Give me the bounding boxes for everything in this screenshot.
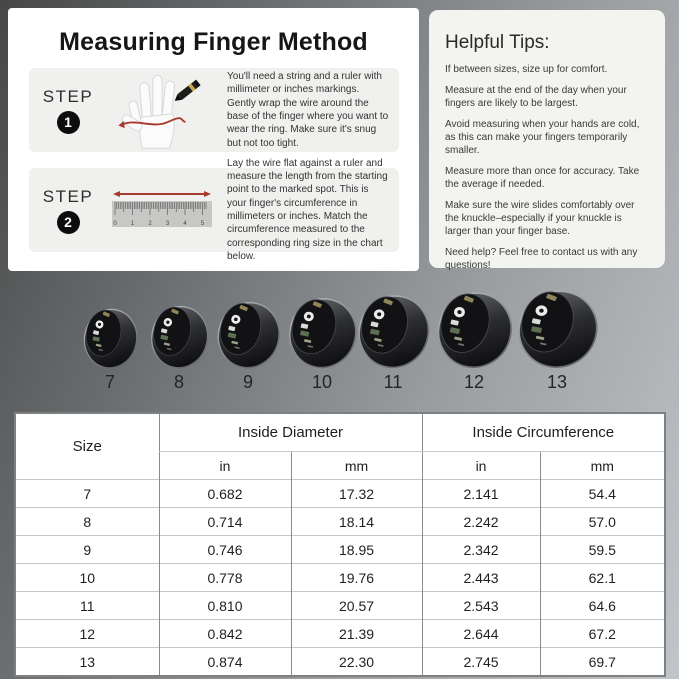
smart-ring-image <box>79 307 141 370</box>
smart-ring-image <box>352 293 434 370</box>
table-cell: 19.76 <box>291 564 422 592</box>
tip-item: Measure at the end of the day when your fingers are likely to be largest. <box>445 85 627 110</box>
table-cell: 10 <box>15 564 159 592</box>
rings-showcase <box>0 278 679 398</box>
col-header-diameter-in: in <box>159 452 291 480</box>
ring-size-label: 13 <box>546 372 568 392</box>
table-cell: 54.4 <box>540 480 665 508</box>
page-title: Measuring Finger Method <box>59 28 368 56</box>
ruler-icon <box>110 189 214 231</box>
ring-item <box>146 278 212 393</box>
hand-with-string-icon <box>110 70 214 150</box>
tip-item: Need help? Feel free to contact us with any questions! <box>445 247 638 272</box>
table-cell: 20.57 <box>291 592 422 620</box>
ruler-illustration <box>105 189 219 231</box>
table-cell: 69.7 <box>540 648 665 677</box>
size-chart-table <box>14 412 666 677</box>
step-2-number-badge: 2 <box>57 211 80 234</box>
step-2-label: STEP <box>42 186 94 206</box>
table-row <box>15 508 665 536</box>
ruler-number: 5 <box>200 221 205 227</box>
table-row <box>15 592 665 620</box>
table-cell: 64.6 <box>540 592 665 620</box>
tips-card <box>429 10 665 272</box>
step-2-id <box>39 187 97 234</box>
tip-item: Avoid measuring when your hands are cold, as this can make your fingers temporarily smaller. <box>445 119 640 156</box>
table-cell: 12 <box>15 620 159 648</box>
ring-size-label: 8 <box>173 372 184 392</box>
table-row <box>15 648 665 677</box>
col-header-inside-circumference: Inside Circumference <box>422 413 665 452</box>
table-cell: 17.32 <box>291 480 422 508</box>
table-cell: 2.141 <box>422 480 540 508</box>
table-cell: 0.682 <box>159 480 291 508</box>
ring-item <box>79 278 141 393</box>
table-cell: 2.745 <box>422 648 540 677</box>
table-cell: 2.342 <box>422 536 540 564</box>
ring-item <box>212 278 284 393</box>
table-cell: 11 <box>15 592 159 620</box>
table-row <box>15 620 665 648</box>
table-cell: 18.14 <box>291 508 422 536</box>
ring-item <box>283 278 361 393</box>
table-cell: 2.443 <box>422 564 540 592</box>
smart-ring-image <box>431 290 517 370</box>
method-card <box>8 8 419 271</box>
col-header-circumference-in: in <box>422 452 540 480</box>
tip-item: Measure more than once for accuracy. Take the average if needed. <box>445 166 640 191</box>
tip-item: If between sizes, size up for comfort. <box>445 64 608 75</box>
table-cell: 2.543 <box>422 592 540 620</box>
table-cell: 2.242 <box>422 508 540 536</box>
table-cell: 59.5 <box>540 536 665 564</box>
ring-item <box>352 278 434 393</box>
step-2-box <box>29 157 399 262</box>
col-header-inside-diameter: Inside Diameter <box>159 413 422 452</box>
table-cell: 0.746 <box>159 536 291 564</box>
tip-item: Make sure the wire slides comfortably over the knuckle–especially if your knuckle is larger than your finger base. <box>445 200 635 237</box>
step-1-box <box>29 68 399 152</box>
ruler-number: 3 <box>165 221 170 227</box>
col-header-circumference-mm: mm <box>540 452 665 480</box>
table-cell: 9 <box>15 536 159 564</box>
ring-size-label: 9 <box>242 372 253 392</box>
table-cell: 57.0 <box>540 508 665 536</box>
table-cell: 7 <box>15 480 159 508</box>
smart-ring-image <box>283 296 361 370</box>
table-cell: 0.810 <box>159 592 291 620</box>
ring-size-label: 12 <box>463 372 485 392</box>
tips-title: Helpful Tips: <box>445 32 550 53</box>
table-cell: 62.1 <box>540 564 665 592</box>
table-cell: 0.714 <box>159 508 291 536</box>
table-row <box>15 480 665 508</box>
table-row <box>15 536 665 564</box>
hand-illustration <box>105 70 219 150</box>
ring-size-label: 10 <box>311 372 333 392</box>
step-1-number-badge: 1 <box>57 111 80 134</box>
table-cell: 2.644 <box>422 620 540 648</box>
ring-size-label: 7 <box>104 372 115 392</box>
table-cell: 22.30 <box>291 648 422 677</box>
table-cell: 13 <box>15 648 159 677</box>
ring-item <box>511 278 603 393</box>
step-2-description: Lay the wire flat against a ruler and measure the length from the starting point to the marked spot. This is your finger's circumference in millimeters or inches. Match the circumference measured to the corresponding ring size in the chart below. <box>227 157 388 262</box>
col-header-size: Size <box>72 438 102 455</box>
col-header-diameter-mm: mm <box>291 452 422 480</box>
step-1-id <box>39 87 97 134</box>
table-cell: 8 <box>15 508 159 536</box>
ruler-number: 2 <box>148 221 152 227</box>
step-1-label: STEP <box>42 86 94 106</box>
table-cell: 67.2 <box>540 620 665 648</box>
ruler-number: 0 <box>113 221 117 227</box>
smart-ring-image <box>511 288 603 370</box>
smart-ring-image <box>212 300 284 370</box>
table-cell: 18.95 <box>291 536 422 564</box>
table-cell: 0.778 <box>159 564 291 592</box>
ruler-number: 1 <box>130 221 135 227</box>
size-chart <box>14 412 664 671</box>
ring-size-label: 11 <box>383 372 403 392</box>
table-cell: 0.842 <box>159 620 291 648</box>
ruler-number: 4 <box>183 221 187 227</box>
size-chart-body <box>15 480 665 677</box>
smart-ring-image <box>146 304 212 370</box>
table-cell: 0.874 <box>159 648 291 677</box>
ring-item <box>431 278 517 393</box>
table-cell: 21.39 <box>291 620 422 648</box>
step-1-description: You'll need a string and a ruler with millimeter or inches markings. Gently wrap the wire around the base of the finger where you want to wear the ring. Make sure it's snug but not too tight. <box>227 71 389 149</box>
table-row <box>15 564 665 592</box>
